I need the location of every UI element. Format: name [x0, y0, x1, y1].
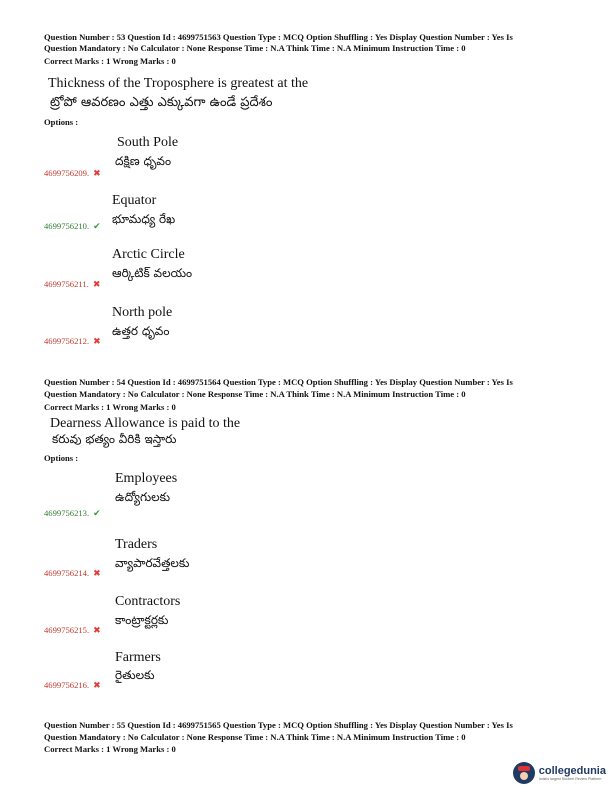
wrong-mark-icon: ✖ — [92, 279, 101, 289]
question-text-english: Dearness Allowance is paid to the — [50, 416, 241, 431]
options-label: Options : — [44, 453, 79, 463]
option-id: 4699756210. — [44, 221, 90, 231]
option-english: South Pole — [117, 135, 179, 150]
option-id: 4699756213. — [44, 508, 90, 518]
option-id-row — [44, 336, 101, 347]
option-id: 4699756215. — [44, 625, 90, 635]
question-meta-line: Question Mandatory : No Calculator : None Response Time : N.A Think Time : N.A Minimum Instruction Time : 0 — [44, 732, 466, 742]
option-id: 4699756209. — [44, 168, 90, 178]
option-id-row — [44, 568, 101, 579]
marks-line: Correct Marks : 1 Wrong Marks : 0 — [44, 402, 176, 412]
option-telugu: ఉత్తర ధృవం — [112, 324, 170, 338]
options-label: Options : — [44, 117, 79, 127]
logo-text — [539, 765, 606, 781]
option-id: 4699756214. — [44, 568, 90, 578]
option-english: Employees — [115, 471, 178, 486]
option-id: 4699756212. — [44, 336, 90, 346]
option-id-row — [44, 168, 101, 179]
option-telugu: భూమధ్య రేఖ — [112, 212, 176, 226]
wrong-mark-icon: ✖ — [93, 568, 101, 578]
option-id-row — [44, 279, 100, 290]
marks-line: Correct Marks : 1 Wrong Marks : 0 — [44, 744, 176, 754]
option-english: North pole — [112, 305, 173, 320]
option-id-row — [44, 625, 101, 636]
option-english: Arctic Circle — [112, 247, 185, 262]
option-id: 4699756216. — [44, 680, 90, 690]
collegedunia-logo — [513, 762, 606, 784]
option-id: 4699756211. — [44, 279, 89, 289]
option-telugu: కాంట్రాక్టర్లకు — [115, 613, 169, 627]
question-meta-line: Question Number : 55 Question Id : 4699751565 Question Type : MCQ Option Shuffling : Yes Display Question Number : Yes Is — [44, 720, 513, 730]
wrong-mark-icon: ✖ — [93, 336, 101, 346]
option-english: Farmers — [115, 650, 161, 665]
logo-tagline: India's largest Student Review Platform — [538, 777, 602, 781]
question-text-telugu: ట్రోపో ఆవరణం ఎత్తు ఎక్కువగా ఉండే ప్రదేశం — [50, 95, 273, 110]
option-id-row — [44, 680, 101, 691]
student-mascot-icon — [513, 762, 535, 784]
correct-check-icon: ✔ — [93, 508, 101, 518]
option-telugu: ఆర్కిటిక్ వలయం — [112, 266, 193, 280]
logo-name: collegedunia — [538, 765, 606, 777]
option-telugu: రైతులకు — [115, 668, 155, 682]
question-meta-line: Question Mandatory : No Calculator : None Response Time : N.A Think Time : N.A Minimum Instruction Time : 0 — [44, 43, 466, 53]
option-telugu: వ్యాపారవేత్తలకు — [115, 556, 190, 570]
question-text-telugu: కరువు భత్యం వీరికి ఇస్తారు — [52, 432, 177, 446]
correct-check-icon: ✔ — [93, 221, 101, 231]
option-telugu: ఉద్యోగులకు — [115, 490, 171, 504]
wrong-mark-icon: ✖ — [93, 680, 101, 690]
option-telugu: దక్షిణ ధృవం — [115, 154, 172, 168]
question-meta-line: Question Number : 53 Question Id : 4699751563 Question Type : MCQ Option Shuffling : Yes Display Question Number : Yes Is — [44, 32, 513, 42]
option-id-row — [44, 508, 101, 519]
option-english: Contractors — [115, 594, 181, 609]
question-text-english: Thickness of the Troposphere is greatest at the — [48, 76, 309, 91]
question-meta-line: Question Mandatory : No Calculator : None Response Time : N.A Think Time : N.A Minimum Instruction Time : 0 — [44, 389, 466, 399]
option-english: Equator — [112, 193, 157, 208]
question-meta-line: Question Number : 54 Question Id : 4699751564 Question Type : MCQ Option Shuffling : Yes Display Question Number : Yes Is — [44, 377, 513, 387]
wrong-mark-icon: ✖ — [93, 625, 101, 635]
option-english: Traders — [115, 537, 158, 552]
wrong-mark-icon: ✖ — [93, 168, 101, 178]
marks-line: Correct Marks : 1 Wrong Marks : 0 — [44, 56, 176, 66]
option-id-row — [44, 221, 101, 232]
